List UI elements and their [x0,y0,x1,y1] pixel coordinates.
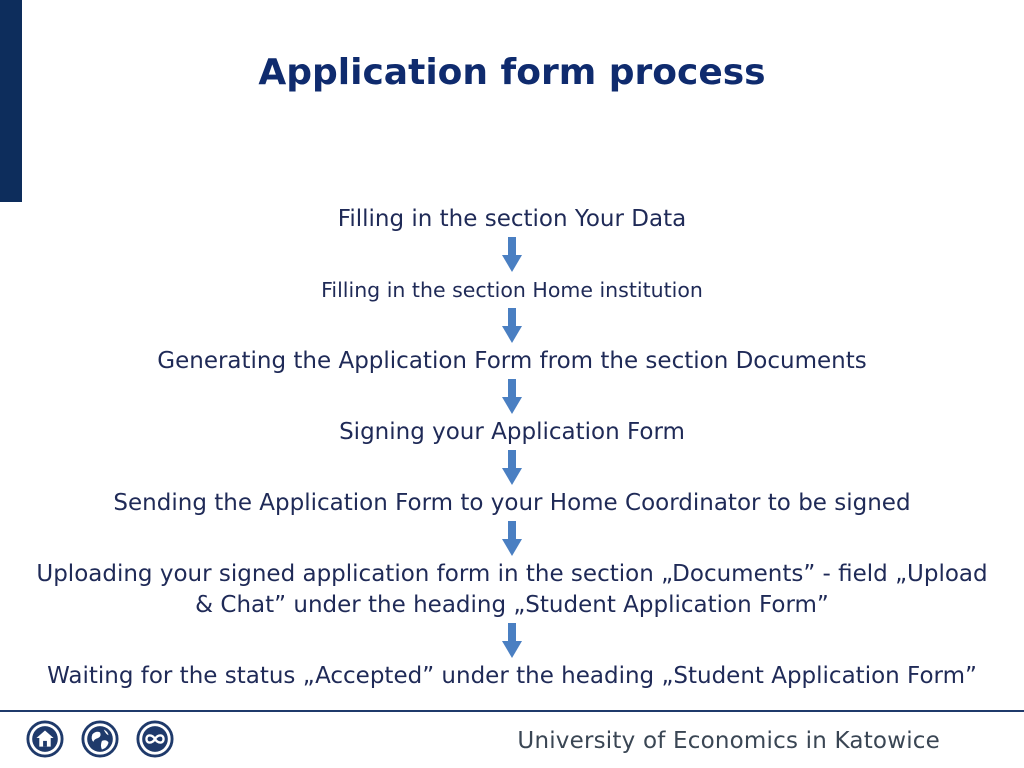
footer-icon-row [26,720,174,760]
arrow-down-icon [501,308,523,344]
step-6: Uploading your signed application form in the section „Documents” - field „Upload & Chat” under the heading „Student Application Form” [36,561,988,618]
step-7: Waiting for the status „Accepted” under the heading „Student Application Form” [47,663,977,689]
slide-title: Application form process [258,52,766,93]
process-steps [30,204,994,692]
step-2: Filling in the section Home institution [321,278,703,302]
step-5: Sending the Application Form to your Home Coordinator to be signed [113,490,911,516]
step-3: Generating the Application Form from the section Documents [157,348,867,374]
infinity-icon[interactable] [136,720,174,758]
arrow-down-icon [501,237,523,273]
step-1: Filling in the section Your Data [337,206,687,232]
step-4: Signing your Application Form [339,419,685,445]
arrow-down-icon [501,450,523,486]
left-accent-bar [0,0,22,202]
university-name: University of Economics in Katowice [517,728,940,754]
arrow-down-icon [501,623,523,659]
arrow-down-icon [501,379,523,415]
globe-icon[interactable] [81,720,119,758]
footer-divider [0,710,1024,712]
arrow-down-icon [501,521,523,557]
home-icon[interactable] [26,720,64,758]
